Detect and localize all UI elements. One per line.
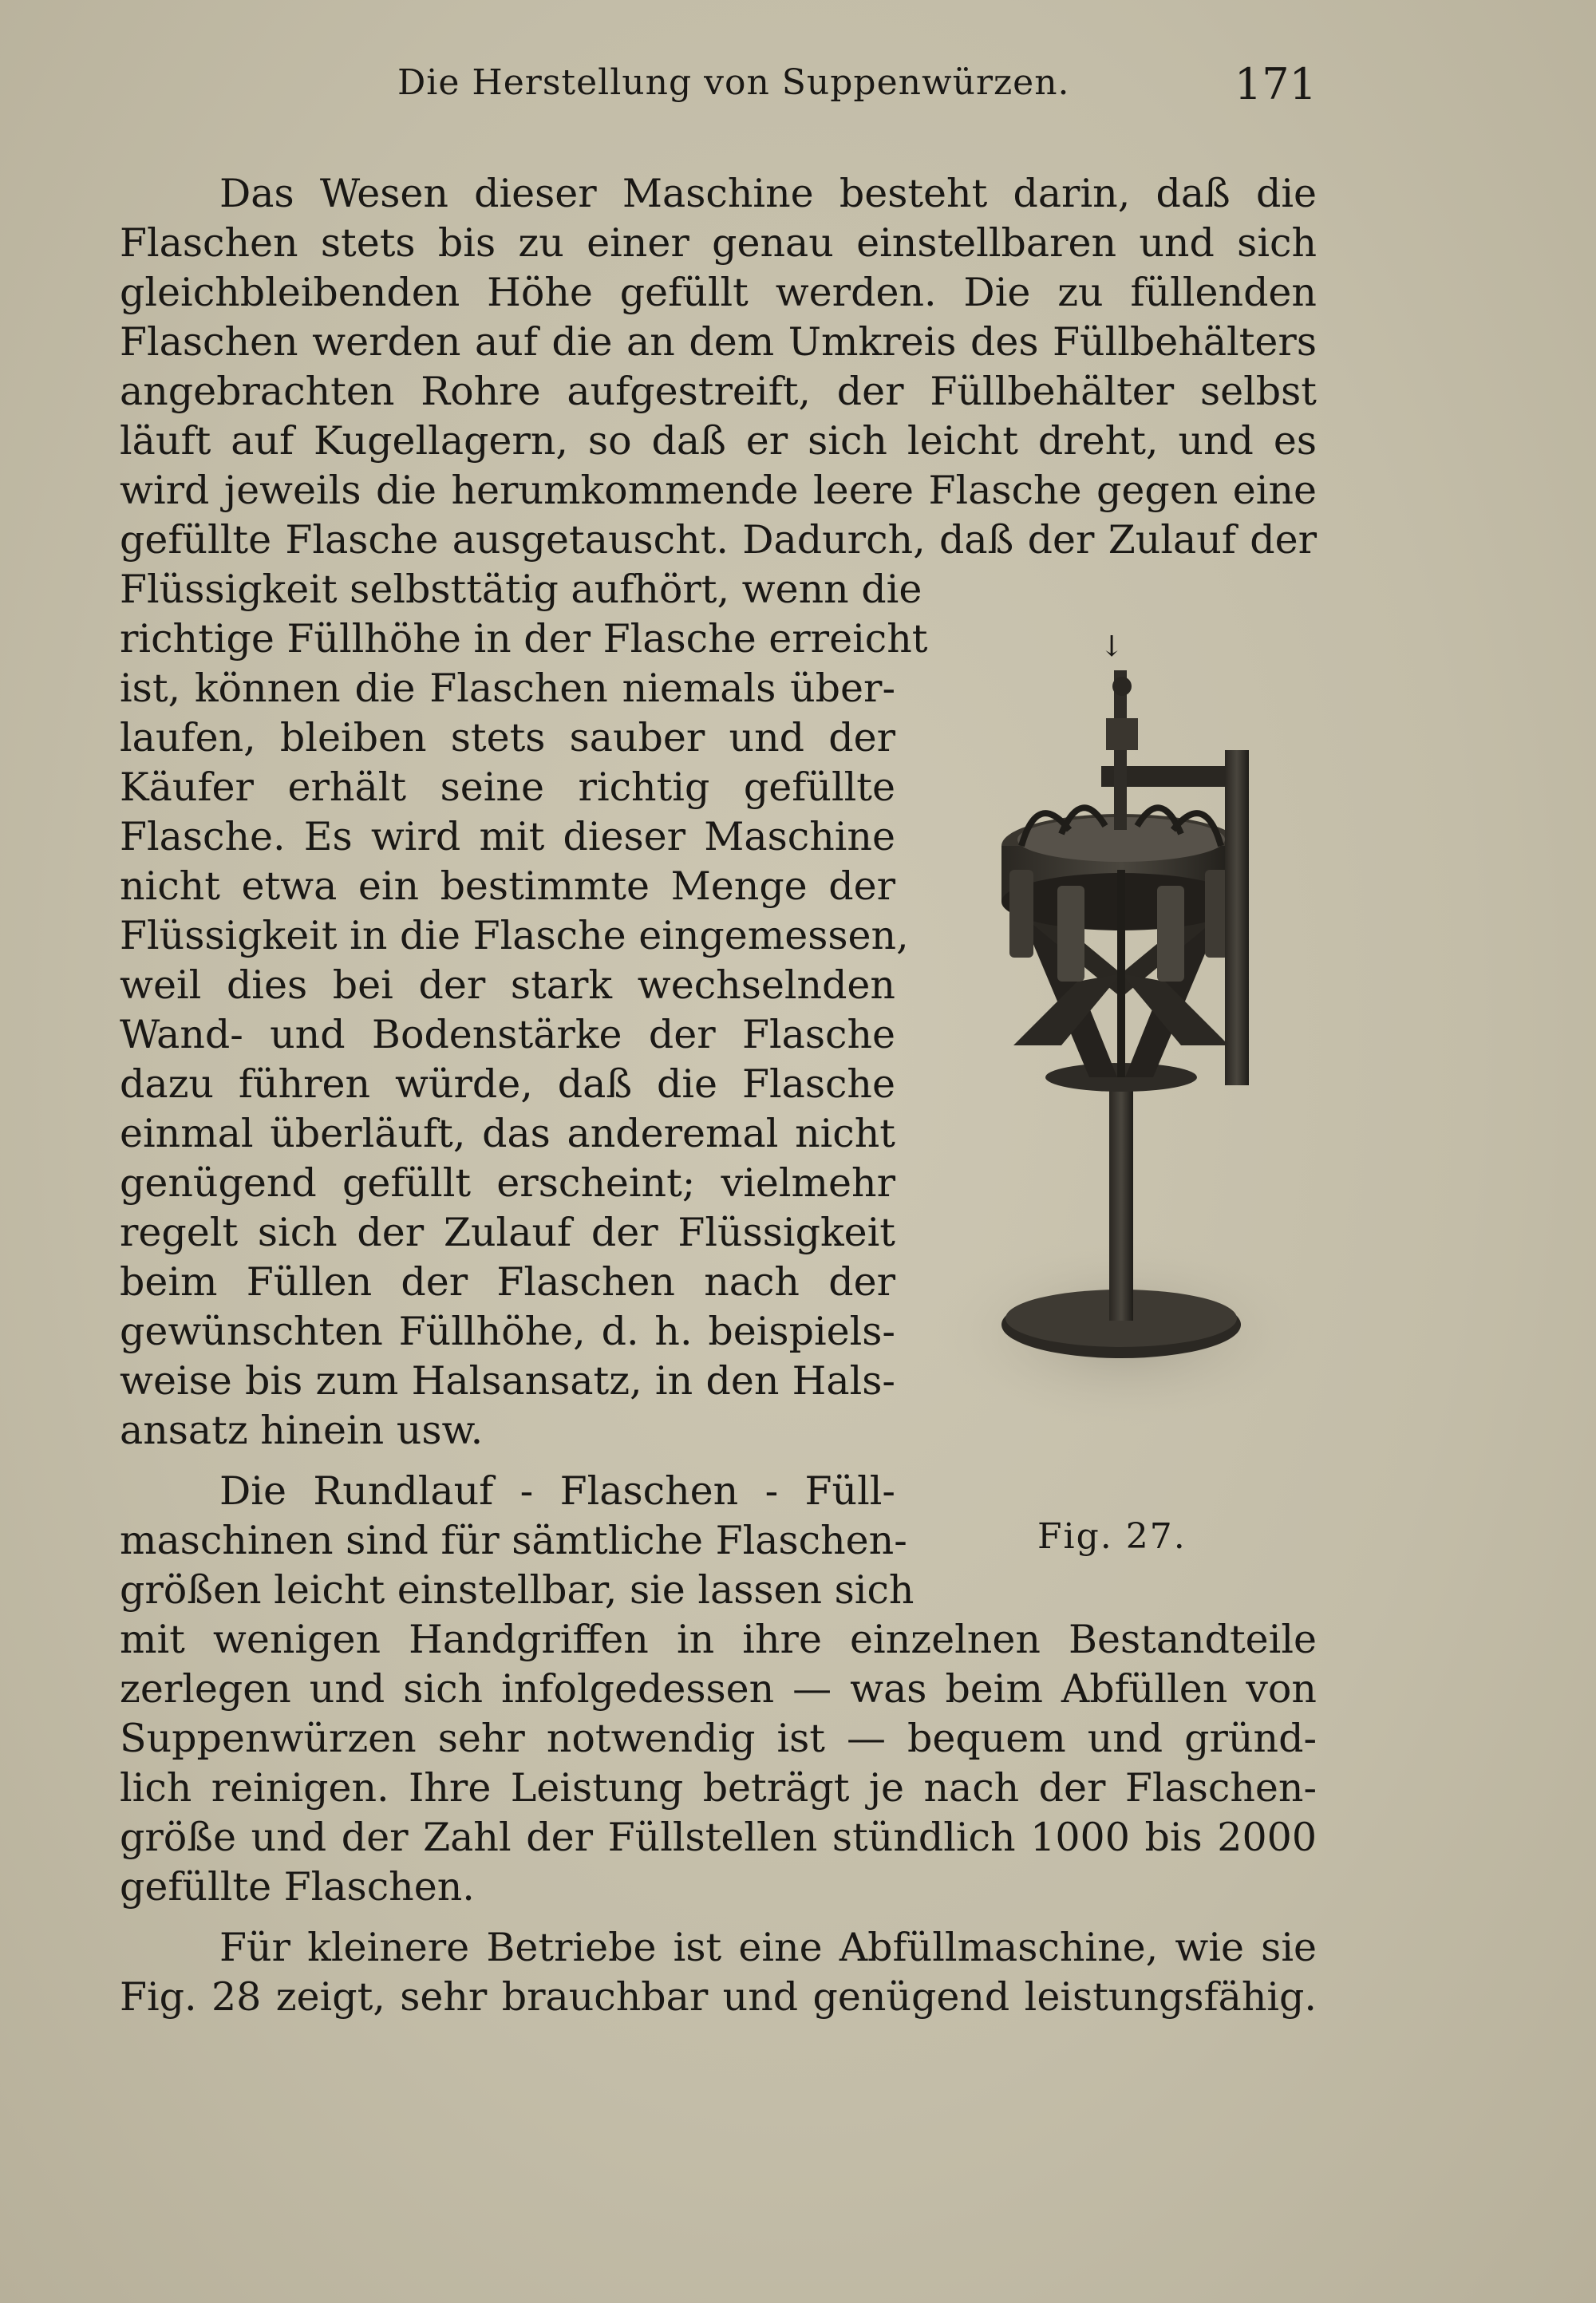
text-line: regelt sich der Zulauf der Flüssigkeit [120, 1210, 895, 1255]
text-line: Fig. 28 zeigt, sehr brauchbar und genügend leistungsfähig. [120, 1974, 1317, 2020]
text-line: maschinen sind für sämtliche Flaschen- [120, 1518, 907, 1563]
text-line: Käufer erhält seine richtig gefüllte [120, 764, 895, 810]
text-line: größen leicht einstellbar, sie lassen sich [120, 1567, 915, 1613]
text-line: Flaschen stets bis zu einer genau einstellbaren und sich [120, 220, 1317, 266]
text-line: Für kleinere Betriebe ist eine Abfüllmaschine, wie sie [219, 1925, 1317, 1970]
page-number: 171 [1234, 59, 1317, 109]
text-line: angebrachten Rohre aufgestreift, der Füllbehälter selbst [120, 369, 1317, 414]
text-line: wird jeweils die herumkommende leere Flasche gegen eine [120, 468, 1317, 513]
text-line: Wand- und Bodenstärke der Flasche [120, 1012, 895, 1057]
text-line: gefüllte Flaschen. [120, 1864, 475, 1910]
text-line: dazu führen würde, daß die Flasche [120, 1061, 895, 1107]
text-line: genügend gefüllt erscheint; vielmehr [120, 1160, 895, 1206]
text-line: mit wenigen Handgriffen in ihre einzelnen Bestandteile [120, 1617, 1317, 1662]
text-line: zerlegen und sich infolgedessen — was beim Abfüllen von [120, 1666, 1317, 1712]
text-line: laufen, bleiben stets sauber und der [120, 715, 895, 760]
figure-caption: Fig. 27. [1037, 1516, 1187, 1557]
text-line: Flüssigkeit in die Flasche eingemessen, [120, 913, 909, 958]
text-line: Flüssigkeit selbsttätig aufhört, wenn die [120, 567, 922, 612]
text-line: Suppenwürzen sehr notwendig ist — bequem und gründ- [120, 1716, 1317, 1761]
text-line: gefüllte Flasche ausgetauscht. Dadurch, daß der Zulauf der [120, 517, 1317, 563]
text-line: gleichbleibenden Höhe gefüllt werden. Die zu füllenden [120, 270, 1317, 315]
figure-27 [918, 630, 1325, 1516]
text-line: lich reinigen. Ihre Leistung beträgt je nach der Flaschen- [120, 1765, 1317, 1811]
page-header [120, 59, 1317, 118]
text-line: läuft auf Kugellagern, so daß er sich leicht dreht, und es [120, 418, 1317, 464]
text-line: größe und der Zahl der Füllstellen stündlich 1000 bis 2000 [120, 1815, 1317, 1860]
filling-machine-illustration [918, 630, 1325, 1516]
text-line: weise bis zum Halsansatz, in den Hals- [120, 1358, 895, 1404]
text-line: Flasche. Es wird mit dieser Maschine [120, 814, 895, 859]
text-line: ist, können die Flaschen niemals über- [120, 666, 895, 711]
text-line: ansatz hinein usw. [120, 1408, 484, 1453]
text-line: nicht etwa ein bestimmte Menge der [120, 863, 895, 909]
text-line: einmal überläuft, das anderemal nicht [120, 1111, 895, 1156]
text-line: Flaschen werden auf die an dem Umkreis des Füllbehälters [120, 319, 1317, 365]
text-line: weil dies bei der stark wechselnden [120, 962, 895, 1008]
text-line: Das Wesen dieser Maschine besteht darin, daß die [219, 171, 1317, 216]
text-line: Die Rundlauf - Flaschen - Füll- [219, 1468, 895, 1514]
running-title: Die Herstellung von Suppenwürzen. [397, 62, 1070, 103]
text-line: gewünschten Füllhöhe, d. h. beispiels- [120, 1309, 895, 1354]
figure-arrow: ↓ [1100, 630, 1124, 663]
text-line: richtige Füllhöhe in der Flasche erreicht [120, 616, 928, 662]
text-line: beim Füllen der Flaschen nach der [120, 1259, 895, 1305]
